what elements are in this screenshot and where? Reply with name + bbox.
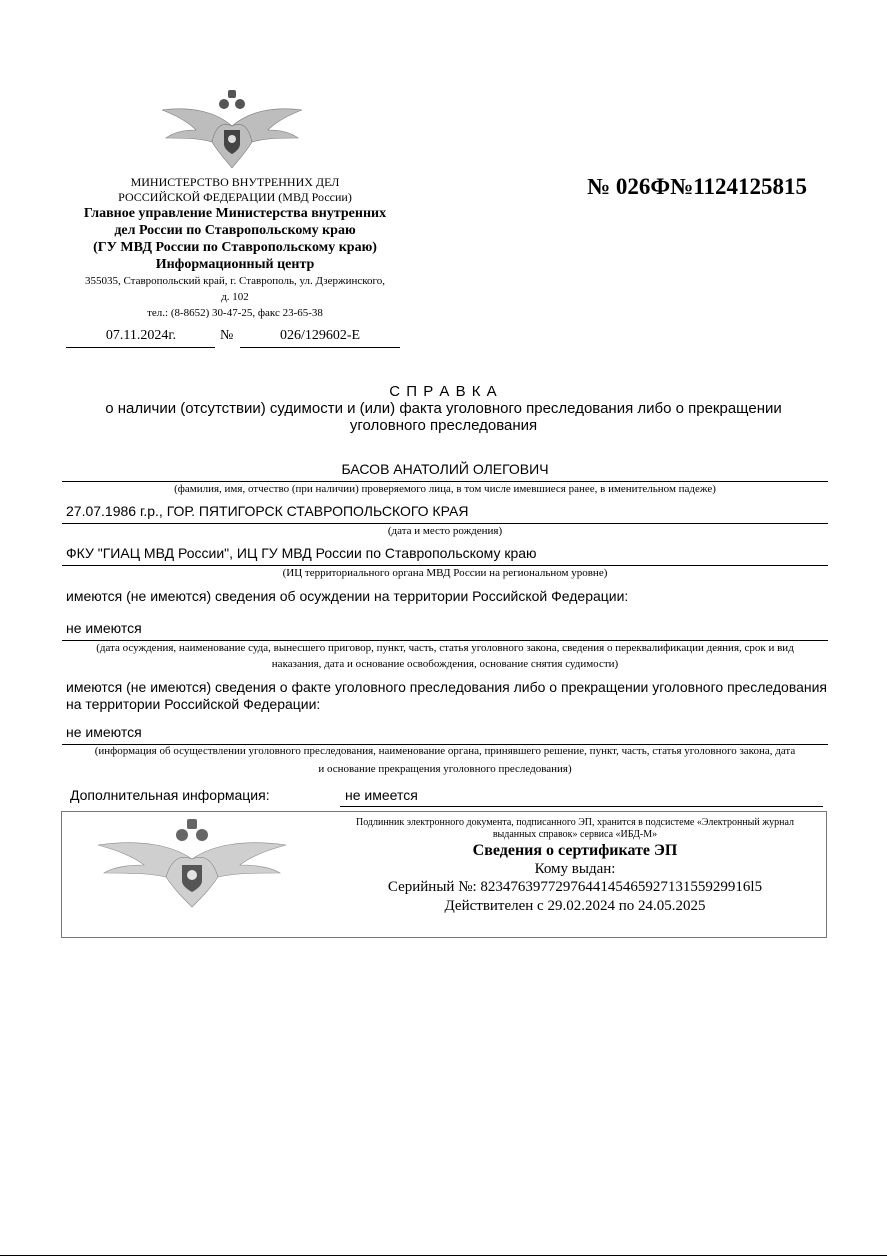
conviction-value: не имеются — [66, 620, 142, 636]
issue-date-underline — [66, 347, 215, 348]
number-sign: № — [220, 328, 234, 343]
page-bottom-border — [0, 1255, 887, 1256]
certificate-validity: Действителен с 29.02.2024 по 24.05.2025 — [444, 898, 706, 914]
certificate-serial: Серийный №: 823476397729764414546592713155929916l5 — [387, 879, 763, 895]
document-subtitle-line1: о наличии (отсутствии) судимости и (или) факта уголовного преследования либо о прекращении — [105, 400, 782, 417]
dept-line3: (ГУ МВД России по Ставропольскому краю) — [93, 240, 377, 255]
info-center-underline — [62, 565, 828, 566]
document-title: С П Р А В К А — [389, 383, 498, 400]
certificate-title: Сведения о сертификате ЭП — [472, 842, 678, 859]
conviction-caption-line2: наказания, дата и основание освобождения, основание снятия судимости) — [271, 658, 619, 670]
phone-fax: тел.: (8-8652) 30-47-25, факс 23-65-38 — [147, 307, 323, 319]
prosecution-value: не имеются — [66, 724, 142, 740]
person-name: БАСОВ АНАТОЛИЙ ОЛЕГОВИЧ — [341, 461, 549, 477]
issue-date: 07.11.2024г. — [105, 328, 177, 343]
signature-note-line1: Подлинник электронного документа, подписанного ЭП, хранится в подсистеме «Электронный журнал — [355, 817, 795, 828]
conviction-caption-line1: (дата осуждения, наименование суда, вынесшего приговор, пункт, часть, статья уголовного закона, сведения о переквалификации деяния, срок и вид — [96, 642, 794, 654]
info-center-caption: (ИЦ территориального органа МВД России на региональном уровне) — [282, 567, 608, 579]
registration-number-underline — [240, 347, 400, 348]
additional-info-label: Дополнительная информация: — [70, 787, 270, 803]
dept-line1: Главное управление Министерства внутренних — [83, 206, 387, 221]
person-name-caption: (фамилия, имя, отчество (при наличии) проверяемого лица, в том числе имевшиеся ранее, в именительном падеже) — [174, 483, 716, 495]
info-center: ФКУ "ГИАЦ МВД России", ИЦ ГУ МВД России по Ставропольскому краю — [66, 545, 537, 561]
birth-info-underline — [62, 523, 828, 524]
ministry-line1: МИНИСТЕРСТВО ВНУТРЕННИХ ДЕЛ — [130, 175, 340, 189]
birth-info: 27.07.1986 г.р., ГОР. ПЯТИГОРСК СТАВРОПОЛЬСКОГО КРАЯ — [66, 503, 469, 519]
registration-number: 026/129602-Е — [279, 328, 361, 343]
birth-info-caption: (дата и место рождения) — [387, 525, 503, 537]
additional-info-underline — [340, 806, 823, 807]
certificate-issued-to: Кому выдан: — [534, 861, 616, 877]
prosecution-label-line2: на территории Российской Федерации: — [66, 696, 321, 712]
additional-info-value: не имеется — [345, 787, 418, 803]
prosecution-caption-line2: и основание прекращения уголовного преследования) — [318, 763, 572, 775]
prosecution-label-line1: имеются (не имеются) сведения о факте уголовного преследования либо о прекращении уголовного преследования — [66, 679, 828, 695]
address-line1: 355035, Ставропольский край, г. Ставрополь, ул. Дзержинского, — [84, 275, 386, 287]
document-number: № 026Ф№1124125815 — [587, 174, 807, 199]
dept-line2: дел России по Ставропольскому краю — [114, 223, 356, 238]
person-name-underline — [62, 481, 828, 482]
address-line2: д. 102 — [221, 291, 249, 303]
conviction-underline — [62, 640, 828, 641]
signature-note-line2: выданных справок» сервиса «ИБД-М» — [492, 829, 658, 840]
document-subtitle-line2: уголовного преследования — [349, 417, 538, 434]
dept-line4: Информационный центр — [155, 257, 315, 272]
prosecution-caption-line1: (информация об осуществлении уголовного преследования, наименование органа, принявшего решение, пункт, часть, статья уголовного закона, дата — [94, 745, 796, 757]
conviction-label: имеются (не имеются) сведения об осуждении на территории Российской Федерации: — [66, 588, 629, 604]
ministry-line2: РОССИЙСКОЙ ФЕДЕРАЦИИ (МВД России) — [118, 190, 352, 204]
mvd-emblem-signature — [96, 815, 288, 910]
mvd-emblem-top — [158, 86, 306, 172]
